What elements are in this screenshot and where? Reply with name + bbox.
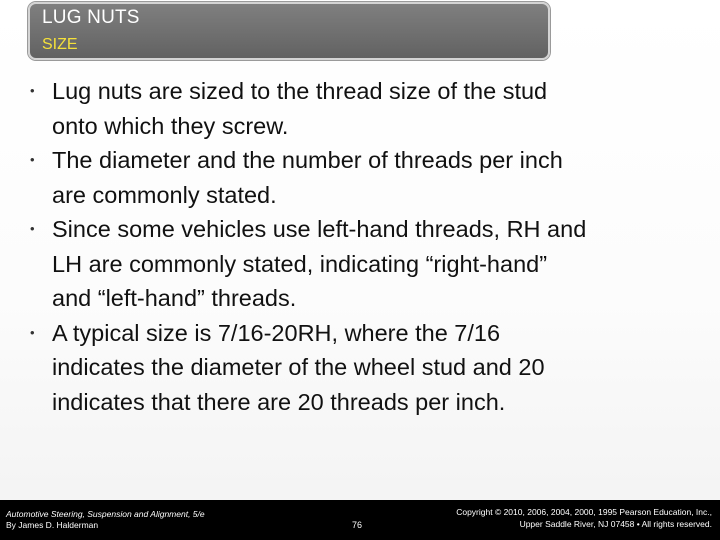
footer-author: By James D. Halderman [6, 520, 99, 530]
bullet-dot-icon: • [30, 221, 35, 236]
bullet-line: A typical size is 7/16-20RH, where the 7/16 [52, 319, 501, 346]
bullet-dot-icon: • [30, 324, 35, 340]
footer-copyright: Copyright © 2010, 2006, 2004, 2000, 1995 Pearson Education, Inc., [456, 507, 712, 517]
bullet-line: Lug nuts are sized to the thread size of the stud [52, 78, 548, 104]
footer-bar [0, 500, 720, 540]
bullet-list [30, 74, 700, 419]
bullet-line: Since some vehicles use left-hand threads, RH and [52, 216, 587, 242]
bullet-line: are commonly stated. [52, 181, 277, 208]
bullet-item [30, 316, 700, 420]
footer-book-title: Automotive Steering, Suspension and Alignment, 5/e [6, 509, 205, 519]
bullet-line: onto which they screw. [52, 112, 289, 139]
bullet-item [30, 74, 700, 143]
bullet-dot-icon: • [30, 152, 35, 167]
bullet-line: LH are commonly stated, indicating “right-hand” [52, 250, 548, 277]
bullet-line: indicates that there are 20 threads per inch. [52, 388, 506, 415]
slide-subtitle: SIZE [42, 36, 78, 53]
bullet-item [30, 143, 700, 212]
page-number: 76 [352, 520, 363, 530]
footer-publisher: Upper Saddle River, NJ 07458 • All rights reserved. [519, 519, 712, 529]
bullet-line: indicates the diameter of the wheel stud and 20 [52, 354, 545, 380]
bullet-line: and “left-hand” threads. [52, 285, 297, 311]
footer-copyright-info [456, 506, 712, 530]
footer-book-info [6, 509, 205, 531]
bullet-item [30, 212, 700, 316]
slide-title: LUG NUTS [42, 7, 140, 28]
bullet-dot-icon: • [30, 83, 35, 98]
bullet-line: The diameter and the number of threads per inch [52, 147, 563, 173]
